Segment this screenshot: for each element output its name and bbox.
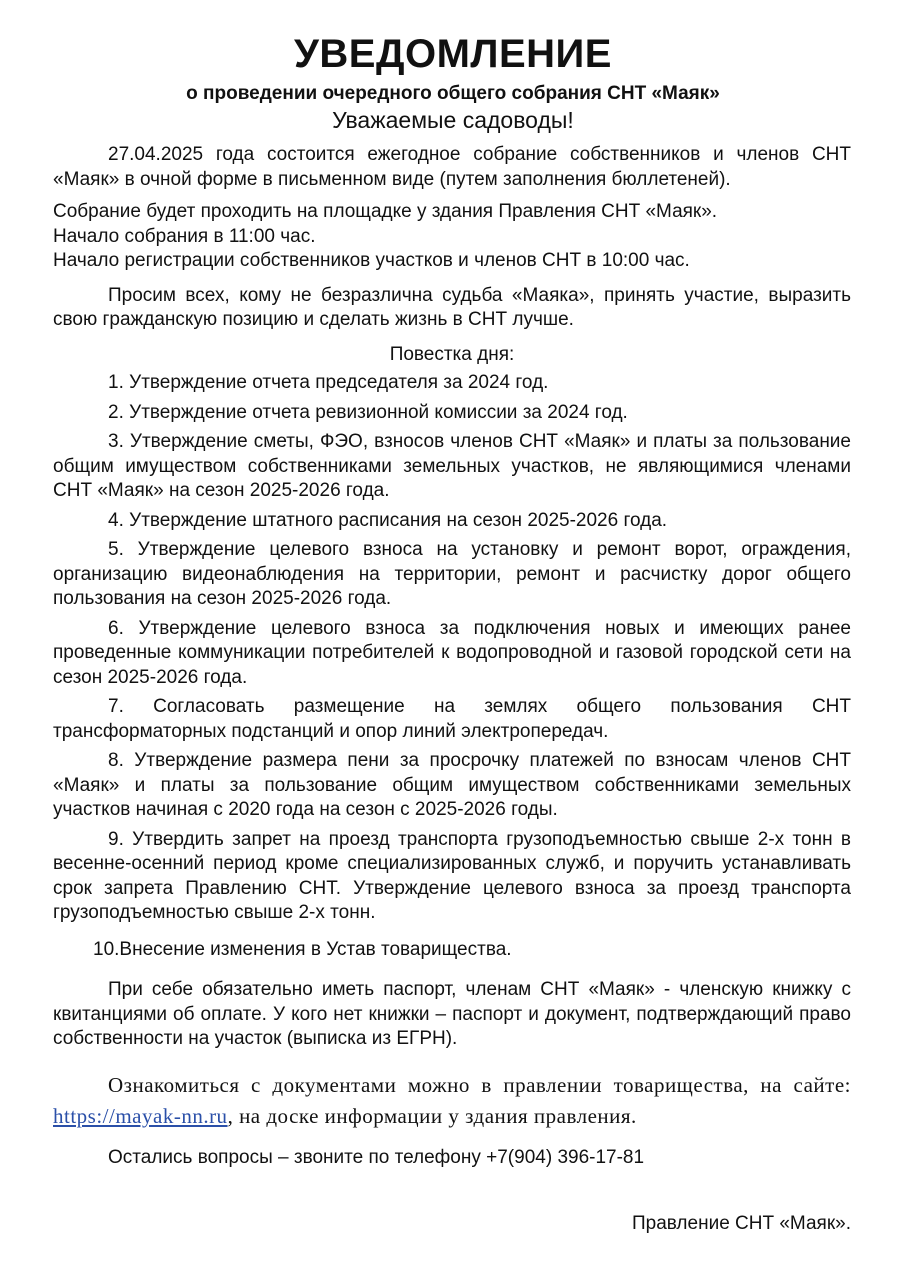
signature: Правление СНТ «Маяк».	[631, 1213, 851, 1234]
intro-paragraph: 27.04.2025 года состоится ежегодное собрание собственников и членов СНТ «Маяк» в очной форме в письменном виде (путем заполнения бюллетеней).	[53, 144, 851, 190]
page-title: УВЕДОМЛЕНИЕ	[294, 32, 612, 76]
website-suffix: , на доске информации у здания правления.	[227, 1103, 637, 1128]
agenda-item: 4. Утверждение штатного расписания на сезон 2025-2026 года.	[108, 509, 668, 531]
agenda-item: 1. Утверждение отчета председателя за 2024 год.	[108, 372, 549, 393]
agenda-item: 8. Утверждение размера пени за просрочку платежей по взносам членов СНТ «Маяк» и платы за пользование общим имуществом собственниками земельных участков начиная с 2020 года на сезон с 2025-2026 годы.	[53, 750, 851, 820]
agenda-item: 9. Утвердить запрет на проезд транспорта грузоподъемностью свыше 2-х тонн в весенне-осенний период кроме специализированных служб, и поручить устанавливать срок запрета Правлению СНТ. Утверждение целевого взноса за проезд транспорта грузоподъемностью свыше 2-х тонн.	[53, 828, 851, 923]
agenda-heading: Повестка дня:	[389, 343, 515, 365]
agenda-item: 6. Утверждение целевого взноса за подключения новых и имеющих ранее проведенные коммуникации потребителей к водопроводной и газовой городской сети на сезон 2025-2026 года.	[53, 617, 851, 688]
start-time-line: Начало собрания в 11:00 час.	[53, 225, 316, 247]
contact-line: Остались вопросы – звоните по телефону +7(904) 396-17-81	[108, 1146, 645, 1168]
appeal-paragraph: Просим всех, кому не безразлична судьба «Маяка», принять участие, выразить свою гражданскую позицию и сделать жизнь в СНТ лучше.	[53, 284, 851, 330]
documents-note: При себе обязательно иметь паспорт, членам СНТ «Маяк» - членскую книжку с квитанциями об оплате. У кого нет книжки – паспорт и документ, подтверждающий право собственности на участок (выписка из ЕГРН).	[53, 979, 851, 1049]
website-link[interactable]: https://mayak-nn.ru	[53, 1103, 228, 1128]
website-paragraph	[53, 1070, 851, 1132]
website-prefix: Ознакомиться с документами можно в правлении товарищества, на сайте:	[108, 1072, 851, 1097]
page-subtitle: о проведении очередного общего собрания СНТ «Маяк»	[186, 83, 720, 104]
agenda-item: 10.Внесение изменения в Устав товарищества.	[93, 938, 512, 960]
greeting: Уважаемые садоводы!	[332, 107, 574, 133]
registration-line: Начало регистрации собственников участков и членов СНТ в 10:00 час.	[53, 250, 690, 271]
agenda-item: 7. Согласовать размещение на землях общего пользования СНТ трансформаторных подстанций и опор линий электропередач.	[53, 696, 851, 742]
agenda-list	[53, 371, 851, 962]
agenda-item: 2. Утверждение отчета ревизионной комиссии за 2024 год.	[108, 401, 628, 423]
agenda-item: 3. Утверждение сметы, ФЭО, взносов членов СНТ «Маяк» и платы за пользование общим имуществом собственниками земельных участков, не являющимися членами СНТ «Маяк» на сезон 2025-2026 года.	[53, 431, 851, 501]
agenda-item: 5. Утверждение целевого взноса на установку и ремонт ворот, ограждения, организацию видеонаблюдения на территории, ремонт и расчистку дорог общего пользования на сезон 2025-2026 года.	[53, 539, 851, 609]
location-line: Собрание будет проходить на площадке у здания Правления СНТ «Маяк».	[53, 201, 718, 222]
notice-body	[53, 143, 851, 1170]
